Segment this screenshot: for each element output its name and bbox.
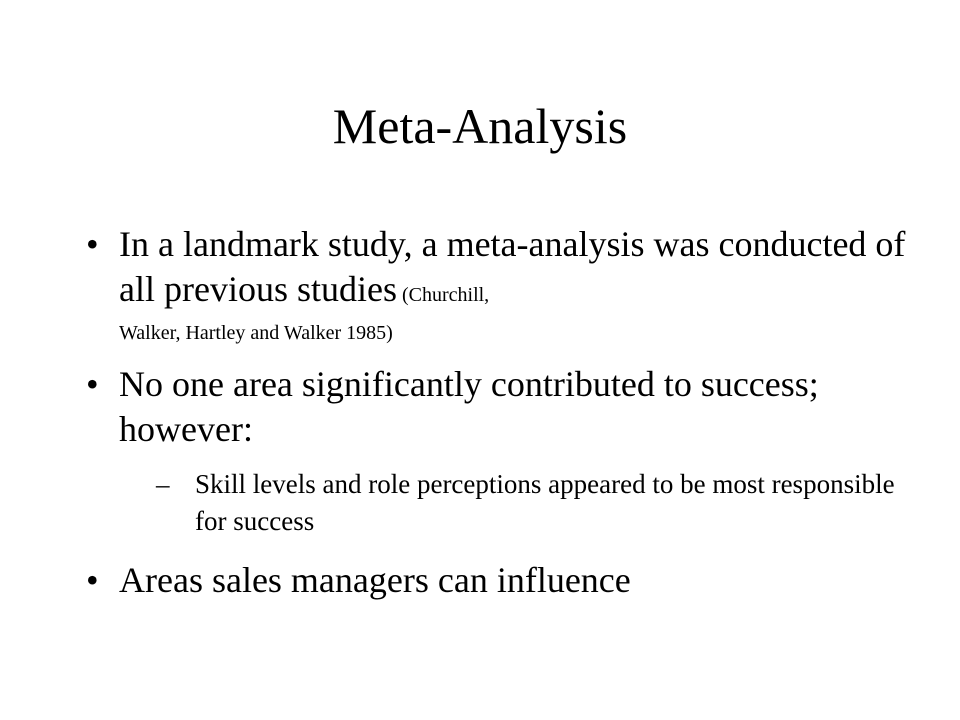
bullet-item-no-one-area [86, 362, 916, 540]
sub-bullet-text: Skill levels and role perceptions appeared to be most responsible for success [195, 469, 895, 536]
sub-bullet-list [119, 466, 916, 540]
bullet-text: Areas sales managers can influence [119, 560, 631, 600]
sub-bullet-item-skill-levels [156, 466, 916, 540]
bullet-list [86, 222, 916, 603]
citation-text: (Churchill, [396, 284, 490, 306]
bullet-mark: • [86, 364, 99, 404]
bullet-text: No one area significantly contributed to success; however: [119, 364, 819, 449]
bullet-text: In a landmark study, a meta-analysis was conducted of all previous studies [119, 224, 906, 309]
bullet-mark: • [86, 560, 99, 600]
citation-text-continued: Walker, Hartley and Walker 1985) [119, 322, 393, 344]
slide-title: Meta-Analysis [332, 98, 628, 154]
bullet-item-areas-sales-managers [86, 558, 916, 603]
bullet-mark: • [86, 224, 99, 264]
sub-bullet-mark: – [156, 469, 170, 499]
bullet-item-landmark-study [86, 222, 916, 348]
